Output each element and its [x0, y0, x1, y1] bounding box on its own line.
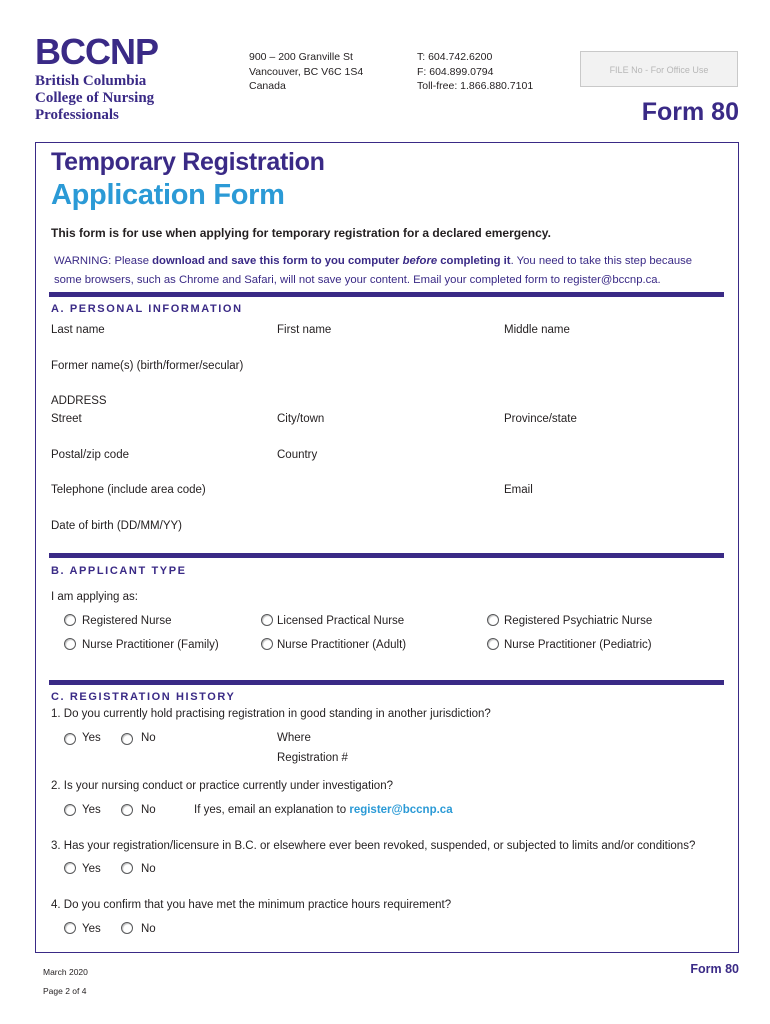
option-registered-nurse: Registered Nurse: [82, 615, 172, 627]
last-name-field[interactable]: Last name: [51, 324, 105, 336]
q1-no-radio[interactable]: [121, 733, 133, 745]
q1-no-label: No: [141, 732, 156, 744]
q2-no-radio[interactable]: [121, 804, 133, 816]
applying-as-prompt: I am applying as:: [51, 591, 138, 603]
radio-np-adult[interactable]: [261, 638, 273, 650]
section-a-divider: [49, 292, 724, 297]
form-title-line-1: Temporary Registration: [51, 148, 325, 176]
mailing-address: [249, 50, 363, 94]
question-2: 2. Is your nursing conduct or practice currently under investigation?: [51, 780, 393, 792]
middle-name-field[interactable]: Middle name: [504, 324, 570, 336]
address-line-2: Vancouver, BC V6C 1S4: [249, 65, 364, 78]
city-field[interactable]: City/town: [277, 413, 325, 425]
question-4: 4. Do you confirm that you have met the minimum practice hours requirement?: [51, 899, 452, 911]
q2-no-label: No: [141, 804, 156, 816]
file-number-field[interactable]: FILE No - For Office Use: [580, 51, 738, 87]
footer-page-number: Page 2 of 4: [43, 986, 87, 996]
warning-bold-1: download and save this form to you computer: [152, 255, 403, 267]
form-number: Form 80: [641, 98, 739, 126]
first-name-field[interactable]: First name: [277, 324, 332, 336]
section-b-divider: [49, 553, 724, 558]
register-email-link[interactable]: register@bccnp.ca: [349, 804, 453, 816]
logo-sub-line-2: College of Nursing: [35, 90, 155, 106]
warning-lead: WARNING: Please: [54, 255, 153, 267]
intro-text: This form is for use when applying for temporary registration for a declared emergency.: [51, 226, 551, 240]
email-field[interactable]: Email: [504, 484, 533, 496]
fax-line: F: 604.899.0794: [417, 65, 494, 78]
q3-no-radio[interactable]: [121, 862, 133, 874]
q3-yes-radio[interactable]: [64, 862, 76, 874]
address-heading: ADDRESS: [51, 395, 107, 407]
address-line-1: 900 – 200 Granville St: [249, 51, 353, 63]
section-c-heading: C. REGISTRATION HISTORY: [51, 691, 236, 703]
date-of-birth-field[interactable]: Date of birth (DD/MM/YY): [51, 520, 182, 532]
option-np-pediatric: Nurse Practitioner (Pediatric): [504, 639, 652, 651]
toll-free-line: Toll-free: 1.866.880.7101: [417, 80, 534, 92]
q1-where-field[interactable]: Where: [277, 732, 311, 744]
q4-yes-label: Yes: [82, 923, 101, 935]
q4-yes-radio[interactable]: [64, 922, 76, 934]
option-np-adult: Nurse Practitioner (Adult): [277, 639, 407, 651]
logo-subtitle: [35, 73, 154, 124]
radio-registered-psychiatric-nurse[interactable]: [487, 614, 499, 626]
q2-note-text: If yes, email an explanation to: [194, 804, 350, 816]
warning-text: [54, 252, 714, 290]
footer-form-number: Form 80: [690, 962, 739, 976]
option-registered-psychiatric-nurse: Registered Psychiatric Nurse: [504, 615, 653, 627]
postal-code-field[interactable]: Postal/zip code: [51, 449, 129, 461]
bccnp-logo: BCCNP: [35, 31, 159, 72]
question-1: 1. Do you currently hold practising registration in good standing in another jurisdiction?: [51, 708, 491, 720]
phone-line: T: 604.742.6200: [417, 51, 493, 63]
radio-registered-nurse[interactable]: [64, 614, 76, 626]
radio-np-pediatric[interactable]: [487, 638, 499, 650]
logo-sub-line-3: Professionals: [35, 107, 119, 123]
section-c-divider: [49, 680, 724, 685]
q2-yes-radio[interactable]: [64, 804, 76, 816]
q1-yes-label: Yes: [82, 732, 101, 744]
address-line-3: Canada: [249, 80, 286, 92]
contact-numbers: [417, 50, 533, 94]
radio-np-family[interactable]: [64, 638, 76, 650]
q4-no-radio[interactable]: [121, 922, 133, 934]
warning-line-2: some browsers, such as Chrome and Safari, will not save your content. Email your completed form to register@bccnp.ca.: [54, 274, 661, 286]
q3-yes-label: Yes: [82, 863, 101, 875]
section-b-heading: B. APPLICANT TYPE: [51, 565, 187, 577]
warning-bold-2: completing it: [437, 255, 511, 267]
section-a-heading: A. PERSONAL INFORMATION: [51, 303, 243, 315]
q2-yes-label: Yes: [82, 804, 101, 816]
option-np-family: Nurse Practitioner (Family): [82, 639, 219, 651]
former-names-field[interactable]: Former name(s) (birth/former/secular): [51, 360, 244, 372]
option-licensed-practical-nurse: Licensed Practical Nurse: [277, 615, 405, 627]
logo-sub-line-1: British Columbia: [35, 73, 147, 89]
q2-explanation-note: [194, 804, 453, 816]
question-3: 3. Has your registration/licensure in B.C. or elsewhere ever been revoked, suspended, or subjected to limits and/or conditions?: [51, 840, 696, 852]
footer-date: March 2020: [43, 967, 88, 977]
street-field[interactable]: Street: [51, 413, 82, 425]
telephone-field[interactable]: Telephone (include area code): [51, 484, 206, 496]
warning-italic: before: [402, 255, 438, 267]
form-title-line-2: Application Form: [51, 179, 285, 211]
country-field[interactable]: Country: [277, 449, 318, 461]
q3-no-label: No: [141, 863, 156, 875]
radio-licensed-practical-nurse[interactable]: [261, 614, 273, 626]
q1-yes-radio[interactable]: [64, 733, 76, 745]
q4-no-label: No: [141, 923, 156, 935]
province-field[interactable]: Province/state: [504, 413, 577, 425]
warning-rest: . You need to take this step because: [510, 255, 693, 267]
q1-registration-number-field[interactable]: Registration #: [277, 752, 348, 764]
